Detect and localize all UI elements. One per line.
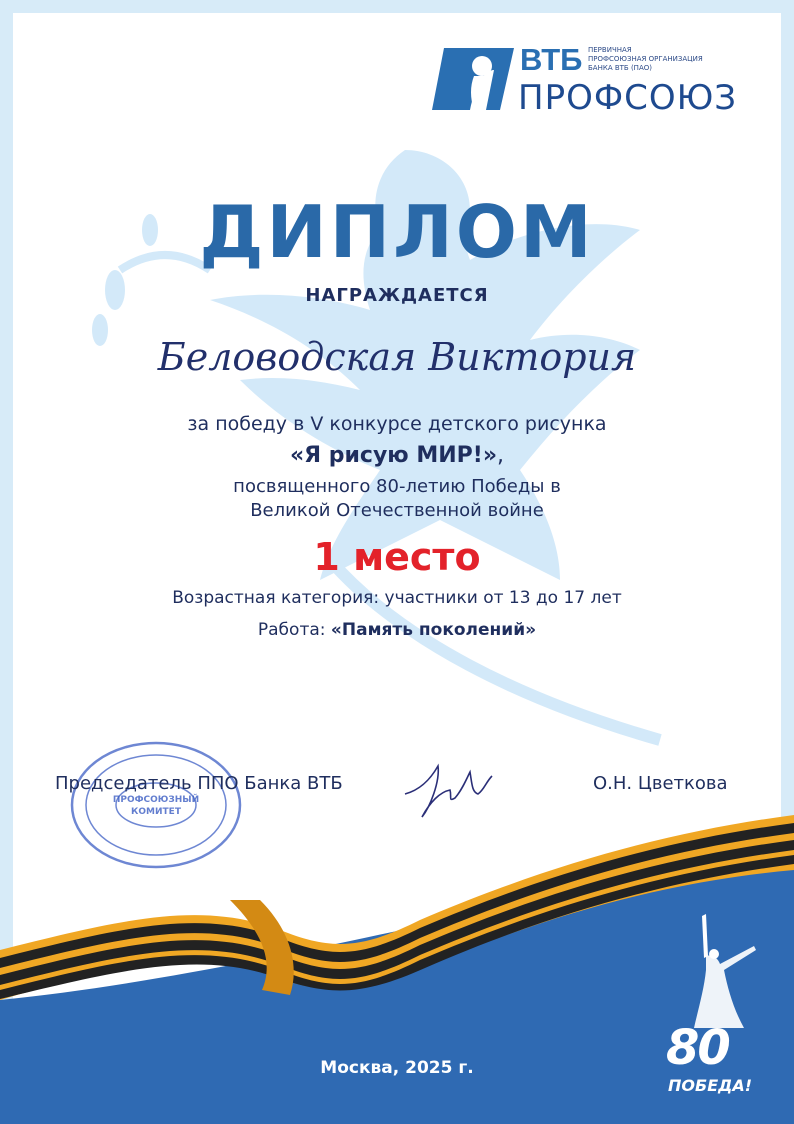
age-category: Возрастная категория: участники от 13 до 17 лет xyxy=(172,588,622,608)
signatory-name: О.Н. Цветкова xyxy=(593,773,728,794)
city-year: Москва, 2025 г. xyxy=(320,1058,474,1078)
awarded-label: НАГРАЖДАЕТСЯ xyxy=(305,285,489,306)
stamp-text-2: КОМИТЕТ xyxy=(131,807,181,817)
logo-brand: ВТБ xyxy=(520,42,583,77)
dedication-line-1: посвященного 80-летию Победы в xyxy=(233,476,561,497)
logo-subtitle-line-1: ПЕРВИЧНАЯ xyxy=(588,46,632,54)
contest-description: за победу в V конкурсе детского рисунка xyxy=(187,413,607,435)
work-label: Работа: xyxy=(257,620,331,640)
stamp-seal xyxy=(67,740,245,870)
contest-name-line xyxy=(0,443,794,468)
contest-name-suffix: , xyxy=(497,443,505,468)
logo-subtitle-line-3: БАНКА ВТБ (ПАО) xyxy=(588,64,652,72)
motherland-statue-icon xyxy=(674,910,764,1030)
signatory-position: Председатель ППО Банка ВТБ xyxy=(55,773,343,794)
logo-subtitle-line-2: ПРОФСОЮЗНАЯ ОРГАНИЗАЦИЯ xyxy=(588,55,703,63)
place-award: 1 место xyxy=(313,535,481,579)
work-line xyxy=(0,620,794,640)
recipient-name: Беловодская Виктория xyxy=(157,335,637,379)
logo-subtitle xyxy=(588,46,703,73)
dedication-line-2: Великой Отечественной войне xyxy=(250,500,544,521)
contest-name: «Я рисую МИР!» xyxy=(289,443,498,468)
diploma-title: ДИПЛОМ xyxy=(199,190,595,274)
vtb-logo-mark-icon xyxy=(430,40,518,115)
work-title: «Память поколений» xyxy=(330,620,537,640)
victory-80-emblem xyxy=(664,910,764,1110)
vtb-union-logo xyxy=(430,40,750,118)
stamp-text-1: ПРОФСОЮЗНЫЙ xyxy=(112,795,200,805)
emblem-word: ПОБЕДА! xyxy=(668,1076,753,1095)
logo-union: ПРОФСОЮЗ xyxy=(518,78,738,118)
handwritten-signature xyxy=(400,752,500,827)
emblem-number: 80 xyxy=(666,1020,729,1076)
